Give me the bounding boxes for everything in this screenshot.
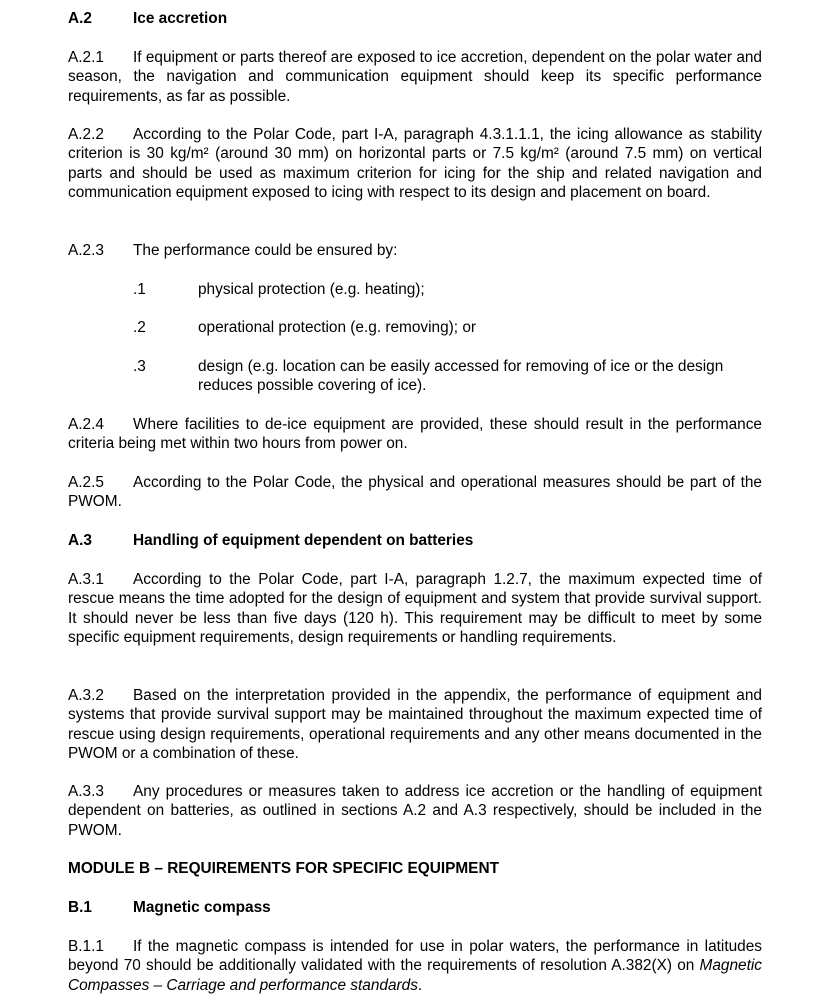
section-title: Handling of equipment dependent on batteries	[133, 532, 474, 549]
paragraph-a2-1	[68, 48, 762, 106]
list-item-text: physical protection (e.g. heating);	[198, 281, 425, 298]
paragraph-a2-5	[68, 473, 762, 512]
list-item-number: .3	[133, 358, 146, 375]
section-title: Magnetic compass	[133, 899, 271, 916]
paragraph-a3-1	[68, 570, 762, 648]
paragraph-number: A.2.2	[68, 126, 104, 143]
section-number: A.3	[68, 532, 92, 549]
paragraph-text: The performance could be ensured by:	[133, 242, 398, 259]
paragraph-text-end: .	[417, 976, 423, 994]
list-item	[133, 280, 762, 299]
paragraph-number: A.3.3	[68, 783, 104, 800]
paragraph-italic-title: Magnetic Compasses – Carriage and performance standards	[68, 957, 762, 994]
paragraph-b1-1	[68, 937, 762, 995]
list-item	[133, 318, 762, 337]
paragraph-number: A.2.4	[68, 416, 104, 433]
paragraph-a2-2	[68, 125, 762, 203]
paragraph-a2-4	[68, 415, 762, 454]
section-number: B.1	[68, 899, 92, 916]
paragraph-text: Where facilities to de-ice equipment are provided, these should result in the performance criteria being met within two hours from power on.	[68, 416, 762, 453]
section-title: Ice accretion	[133, 10, 228, 27]
paragraph-text: If equipment or parts thereof are exposed to ice accretion, dependent on the polar water and season, the navigation and communication equipment should keep its specific performance requirements, as far as possible.	[68, 49, 762, 105]
list-item	[133, 357, 762, 396]
paragraph-number: B.1.1	[68, 938, 104, 955]
paragraph-a3-3	[68, 782, 762, 840]
list-item-number: .2	[133, 319, 146, 336]
section-heading-b1	[68, 898, 762, 917]
paragraph-text: According to the Polar Code, part I-A, paragraph 4.3.1.1.1, the icing allowance as stability criterion is 30 kg/m² (around 30 mm) on horizontal parts or 7.5 kg/m² (around 7.5 mm) on vertical parts and should be used as maximum criterion for icing for the ship and related navigation and communication equipment exposed to icing with respect to its design and placement on board.	[68, 126, 762, 202]
list-item-number: .1	[133, 281, 146, 298]
list-item-text: design (e.g. location can be easily accessed for removing of ice or the design reduces possible covering of ice).	[198, 358, 724, 395]
paragraph-a2-3	[68, 241, 762, 260]
paragraph-number: A.3.2	[68, 687, 104, 704]
paragraph-text: Any procedures or measures taken to address ice accretion or the handling of equipment dependent on batteries, as outlined in sections A.2 and A.3 respectively, should be included in the PWOM.	[68, 783, 762, 839]
section-number: A.2	[68, 10, 92, 27]
paragraph-a3-2	[68, 686, 762, 764]
paragraph-number: A.2.3	[68, 242, 104, 259]
section-heading-a2	[68, 9, 762, 28]
paragraph-text: Based on the interpretation provided in the appendix, the performance of equipment and systems that provide survival support may be maintained throughout the maximum expected time of rescue using design requirements, operational requirements and any other means documented in the PWOM or a combination of these.	[68, 687, 762, 763]
paragraph-text: If the magnetic compass is intended for use in polar waters, the performance in latitudes beyond 70 should be additionally validated with the requirements of resolution A.382(X) on	[68, 938, 762, 975]
paragraph-number: A.3.1	[68, 571, 104, 588]
list-item-text: operational protection (e.g. removing); or	[198, 319, 477, 336]
module-heading-b	[68, 859, 762, 878]
paragraph-number: A.2.5	[68, 474, 104, 491]
module-title: MODULE B – REQUIREMENTS FOR SPECIFIC EQUIPMENT	[68, 860, 499, 877]
paragraph-text: According to the Polar Code, part I-A, paragraph 1.2.7, the maximum expected time of rescue means the time adopted for the design of equipment and system that provide survival support. It should never be less than five days (120 h). This requirement may be difficult to meet by some specific equipment requirements, design requirements or handling requirements.	[68, 571, 762, 647]
paragraph-number: A.2.1	[68, 49, 104, 66]
paragraph-text: According to the Polar Code, the physical and operational measures should be part of the PWOM.	[68, 474, 762, 511]
section-heading-a3	[68, 531, 762, 550]
